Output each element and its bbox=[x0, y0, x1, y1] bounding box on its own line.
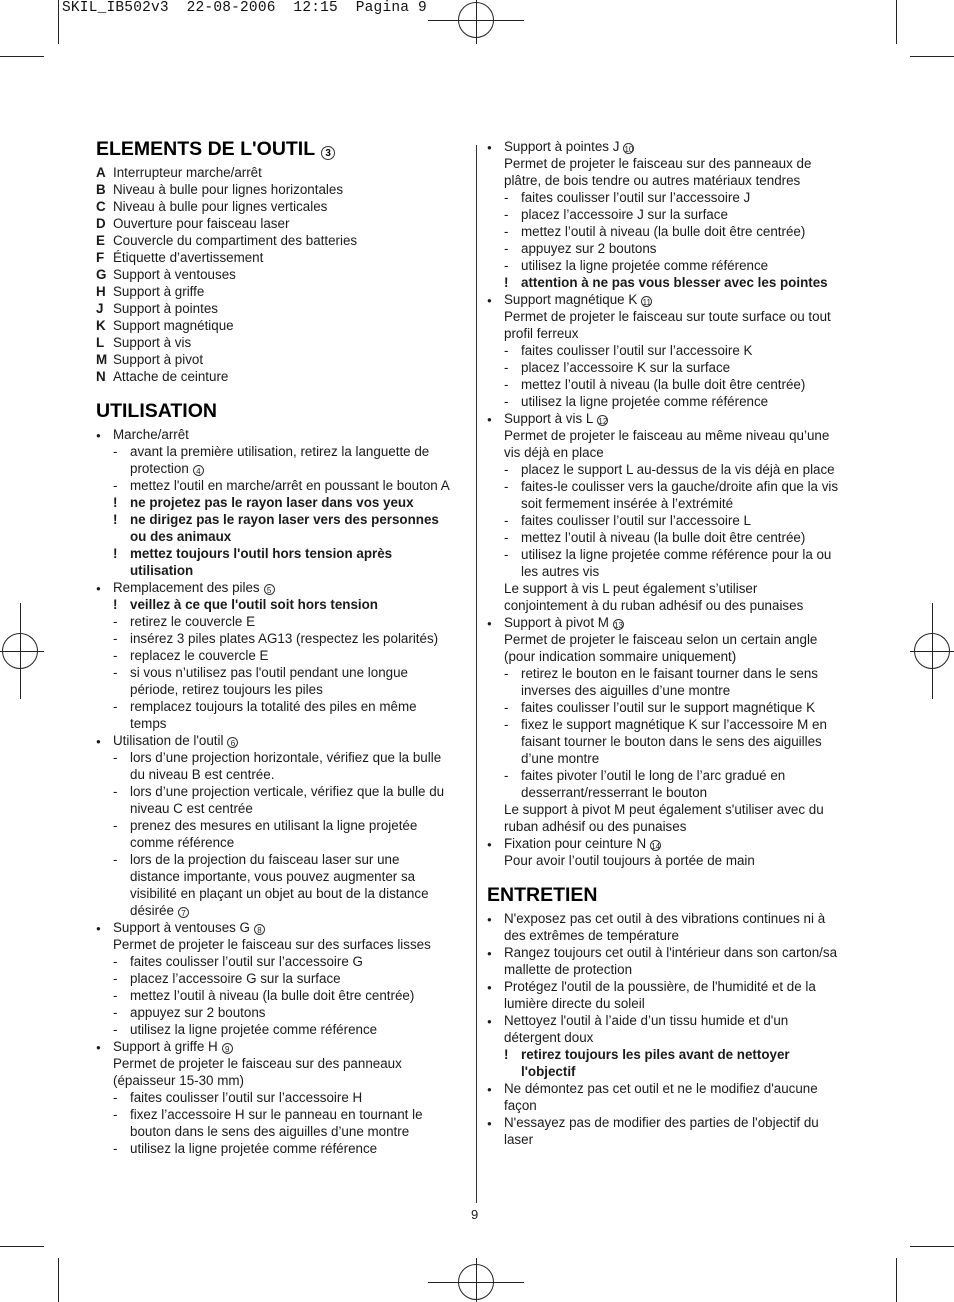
text-line: Permet de projeter le faisceau au même niveau qu’une bbox=[504, 428, 830, 443]
sub-item: - appuyez sur 2 boutons bbox=[96, 1004, 468, 1021]
sub-item: - lors d’une projection horizontale, vérifiez que la bulle bbox=[96, 749, 468, 766]
utilisation-heading: UTILISATION bbox=[96, 400, 217, 422]
text-line: Permet de projeter le faisceau sur des panneaux bbox=[113, 1056, 402, 1071]
sub-item: - mettez l’outil à niveau (la bulle doit être centrée) bbox=[487, 223, 859, 240]
supports-list bbox=[487, 138, 859, 869]
crop-mark bbox=[910, 1246, 954, 1247]
sub-item: - faites coulisser l’outil sur l’accessoire K bbox=[487, 342, 859, 359]
component-label: Interrupteur marche/arrêt bbox=[113, 165, 262, 180]
sub-item: - lors de la projection du faisceau laser sur une bbox=[96, 851, 468, 868]
warning-line: ! attention à ne pas vous blesser avec les pointes bbox=[487, 274, 859, 291]
component-key: M bbox=[96, 352, 108, 367]
bullet-item: ● Support à pointes J 10 bbox=[487, 138, 859, 155]
figure-ref: 12 bbox=[598, 417, 608, 426]
component-item bbox=[96, 198, 468, 215]
text-line: profil ferreux bbox=[504, 326, 579, 341]
component-key: N bbox=[96, 369, 106, 384]
sub-item: - mettez l’outil à niveau (la bulle doit être centrée) bbox=[487, 529, 859, 546]
component-item bbox=[96, 351, 468, 368]
component-key: A bbox=[96, 165, 106, 180]
right-column bbox=[487, 138, 859, 1148]
sub-item: faisant tourner le bouton dans le sens des aiguilles bbox=[521, 734, 822, 749]
bullet-item: ● Support magnétique K 11 bbox=[487, 291, 859, 308]
bullet-item: ● N'essayez pas de modifier des parties de l'objectif du bbox=[487, 1114, 859, 1131]
warning-line: l'objectif bbox=[521, 1064, 576, 1079]
page-number: 9 bbox=[471, 1207, 479, 1222]
sub-item: - faites coulisser l’outil sur l’accessoire L bbox=[487, 512, 859, 529]
warning-line: ou des animaux bbox=[130, 529, 232, 544]
sub-item: - placez le support L au-dessus de la vis déjà en place bbox=[487, 461, 859, 478]
sub-item: les autres vis bbox=[521, 564, 600, 579]
text-line: vis déjà en place bbox=[504, 445, 604, 460]
bullet-item: ● Utilisation de l'outil 6 bbox=[96, 732, 468, 749]
crop-mark bbox=[896, 0, 897, 44]
crop-mark bbox=[896, 1258, 897, 1302]
component-item bbox=[96, 317, 468, 334]
sub-item: - utilisez la ligne projetée comme référence pour la ou bbox=[487, 546, 859, 563]
sub-item: - utilisez la ligne projetée comme référence bbox=[487, 257, 859, 274]
figure-ref: 4 bbox=[193, 465, 204, 476]
sub-item: - faites coulisser l’outil sur le support magnétique K bbox=[487, 699, 859, 716]
component-item bbox=[96, 249, 468, 266]
text-line: détergent doux bbox=[504, 1030, 594, 1045]
sub-item: - mettez l’outil à niveau (la bulle doit être centrée) bbox=[487, 376, 859, 393]
component-key: C bbox=[96, 199, 106, 214]
sub-item: - fixez l’accessoire H sur le panneau en tournant le bbox=[96, 1106, 468, 1123]
sub-item: - faites coulisser l’outil sur l’accessoire H bbox=[96, 1089, 468, 1106]
sub-item: - mettez l’outil à niveau (la bulle doit être centrée) bbox=[96, 987, 468, 1004]
sub-item: - faites-le coulisser vers la gauche/droite afin que la vis bbox=[487, 478, 859, 495]
figure-ref: 3 bbox=[321, 146, 335, 160]
sub-item: desserrant/resserrant le bouton bbox=[521, 785, 708, 800]
component-label: Ouverture pour faisceau laser bbox=[113, 216, 290, 231]
sub-item: - faites pivoter l’outil le long de l’arc gradué en bbox=[487, 767, 859, 784]
text-line: des extrêmes de température bbox=[504, 928, 679, 943]
component-item bbox=[96, 181, 468, 198]
text-line: Permet de projeter le faisceau sur des panneaux de bbox=[504, 156, 812, 171]
bullet-item: ● Fixation pour ceinture N 14 bbox=[487, 835, 859, 852]
component-label: Attache de ceinture bbox=[113, 369, 229, 384]
component-label: Support à vis bbox=[113, 335, 192, 350]
text-line: plâtre, de bois tendre ou autres matériaux tendres bbox=[504, 173, 801, 188]
sub-item: - faites coulisser l’outil sur l’accessoire J bbox=[487, 189, 859, 206]
component-item bbox=[96, 215, 468, 232]
sub-item: - fixez le support magnétique K sur l’accessoire M en bbox=[487, 716, 859, 733]
sub-item: - lors d’une projection verticale, vérifiez que la bulle du bbox=[96, 783, 468, 800]
text-line: Le support à vis L peut également s’utiliser bbox=[504, 581, 758, 596]
sub-item: - si vous n’utilisez pas l'outil pendant une longue bbox=[96, 664, 468, 681]
crop-mark bbox=[58, 0, 59, 44]
sub-item: désirée 7 bbox=[96, 902, 468, 919]
figure-ref: 8 bbox=[254, 924, 265, 935]
component-label: Support à griffe bbox=[113, 284, 205, 299]
component-key: H bbox=[96, 284, 106, 299]
bullet-item: ● Protégez l'outil de la poussière, de l'humidité et de la bbox=[487, 978, 859, 995]
component-label: Support à ventouses bbox=[113, 267, 236, 282]
sub-item: - retirez le couvercle E bbox=[96, 613, 468, 630]
component-label: Support à pointes bbox=[113, 301, 218, 316]
warning-line: ! ne dirigez pas le rayon laser vers des personnes bbox=[96, 511, 468, 528]
sub-item: protection 4 bbox=[96, 460, 468, 477]
sub-item: - placez l’accessoire G sur la surface bbox=[96, 970, 468, 987]
bullet-item: ● Support à ventouses G 8 bbox=[96, 919, 468, 936]
crop-mark bbox=[0, 1246, 44, 1247]
column-divider bbox=[476, 145, 477, 1203]
sub-item: - utilisez la ligne projetée comme référence bbox=[96, 1140, 468, 1157]
crop-mark bbox=[910, 56, 954, 57]
sub-item: - faites coulisser l’outil sur l’accessoire G bbox=[96, 953, 468, 970]
component-key: J bbox=[96, 301, 104, 316]
figure-ref: 9 bbox=[222, 1043, 233, 1054]
component-item bbox=[96, 283, 468, 300]
bullet-item: ● Rangez toujours cet outil à l'intérieur dans son carton/sa bbox=[487, 944, 859, 961]
sub-item: visibilité en plaçant un objet au bout de la distance bbox=[130, 886, 429, 901]
sub-item: bouton dans le sens des aiguilles d’une montre bbox=[130, 1124, 410, 1139]
sub-item: inverses des aiguilles d’une montre bbox=[521, 683, 731, 698]
component-item bbox=[96, 164, 468, 181]
bullet-item: ● Ne démontez pas cet outil et ne le modifiez d'aucune bbox=[487, 1080, 859, 1097]
text-line: (pour indication sommaire uniquement) bbox=[504, 649, 737, 664]
left-column bbox=[96, 138, 468, 1157]
component-item bbox=[96, 334, 468, 351]
component-key: B bbox=[96, 182, 106, 197]
component-label: Niveau à bulle pour lignes verticales bbox=[113, 199, 328, 214]
sub-item: - insérez 3 piles plates AG13 (respectez les polarités) bbox=[96, 630, 468, 647]
component-item bbox=[96, 300, 468, 317]
warning-line: ! retirez toujours les piles avant de nettoyer bbox=[487, 1046, 859, 1063]
sub-item: - replacez le couvercle E bbox=[96, 647, 468, 664]
text-line: Pour avoir l’outil toujours à portée de main bbox=[504, 853, 755, 868]
figure-ref: 13 bbox=[614, 621, 623, 630]
entretien-heading: ENTRETIEN bbox=[487, 884, 598, 906]
sub-item: - placez l’accessoire J sur la surface bbox=[487, 206, 859, 223]
component-label: Niveau à bulle pour lignes horizontales bbox=[113, 182, 344, 197]
sub-item: - prenez des mesures en utilisant la ligne projetée bbox=[96, 817, 468, 834]
sub-item: niveau C est centrée bbox=[130, 801, 253, 816]
text-line: ruban adhésif ou des punaises bbox=[504, 819, 687, 834]
figure-ref: 6 bbox=[227, 737, 238, 748]
figure-ref: 5 bbox=[264, 584, 275, 595]
text-line: conjointement à du ruban adhésif ou des punaises bbox=[504, 598, 804, 613]
elements-heading: ELEMENTS DE L'OUTIL 3 bbox=[96, 138, 468, 160]
component-key: L bbox=[96, 335, 105, 350]
sub-item: période, retirez toujours les piles bbox=[130, 682, 323, 697]
components-list bbox=[96, 164, 468, 385]
bullet-item: ● Nettoyez l'outil à l’aide d’un tissu humide et d'un bbox=[487, 1012, 859, 1029]
component-key: G bbox=[96, 267, 107, 282]
bullet-item: ● Remplacement des piles 5 bbox=[96, 579, 468, 596]
figure-ref: 10 bbox=[624, 145, 634, 154]
component-label: Étiquette d’avertissement bbox=[113, 250, 264, 265]
text-line: laser bbox=[504, 1132, 534, 1147]
text-line: lumière directe du soleil bbox=[504, 996, 645, 1011]
bullet-item: ● Marche/arrêt bbox=[96, 426, 468, 443]
sub-item: - remplacez toujours la totalité des piles en même bbox=[96, 698, 468, 715]
bullet-item: ● N'exposez pas cet outil à des vibrations continues ni à bbox=[487, 910, 859, 927]
bullet-item: ● Support à pivot M 13 bbox=[487, 614, 859, 631]
figure-ref: 11 bbox=[642, 298, 651, 307]
component-label: Support magnétique bbox=[113, 318, 234, 333]
bullet-item: ● Support à vis L 12 bbox=[487, 410, 859, 427]
sub-item: - mettez l'outil en marche/arrêt en poussant le bouton A bbox=[96, 477, 468, 494]
component-item bbox=[96, 368, 468, 385]
component-item bbox=[96, 266, 468, 283]
text-line: façon bbox=[504, 1098, 537, 1113]
sub-item: d’une montre bbox=[521, 751, 600, 766]
component-label: Couvercle du compartiment des batteries bbox=[113, 233, 358, 248]
text-line: Le support à pivot M peut également s'utiliser avec du bbox=[504, 802, 824, 817]
print-header: SKIL_IB502v3 22-08-2006 12:15 Pagina 9 bbox=[62, 0, 427, 16]
text-line: Permet de projeter le faisceau sur toute surface ou tout bbox=[504, 309, 831, 324]
bullet-item: ● Support à griffe H 9 bbox=[96, 1038, 468, 1055]
sub-item: du niveau B est centrée. bbox=[130, 767, 275, 782]
warning-line: ! veillez à ce que l'outil soit hors tension bbox=[96, 596, 468, 613]
component-key: D bbox=[96, 216, 106, 231]
component-key: K bbox=[96, 318, 106, 333]
sub-item: comme référence bbox=[130, 835, 235, 850]
utilisation-list bbox=[96, 426, 468, 1157]
sub-item: - utilisez la ligne projetée comme référence bbox=[96, 1021, 468, 1038]
warning-line: ! ne projetez pas le rayon laser dans vos yeux bbox=[96, 494, 468, 511]
text-line: mallette de protection bbox=[504, 962, 633, 977]
crop-mark bbox=[58, 1258, 59, 1302]
text-line: Permet de projeter le faisceau selon un certain angle bbox=[504, 632, 818, 647]
sub-item: - utilisez la ligne projetée comme référence bbox=[487, 393, 859, 410]
figure-ref: 14 bbox=[651, 842, 661, 851]
warning-line: utilisation bbox=[130, 563, 194, 578]
text-line: (épaisseur 15-30 mm) bbox=[113, 1073, 244, 1088]
component-label: Support à pivot bbox=[113, 352, 204, 367]
sub-item: - appuyez sur 2 boutons bbox=[487, 240, 859, 257]
figure-ref: 7 bbox=[178, 907, 189, 918]
warning-line: ! mettez toujours l'outil hors tension après bbox=[96, 545, 468, 562]
sub-item: - placez l’accessoire K sur la surface bbox=[487, 359, 859, 376]
sub-item: temps bbox=[130, 716, 167, 731]
sub-item: - avant la première utilisation, retirez la languette de bbox=[96, 443, 468, 460]
text-line: Permet de projeter le faisceau sur des surfaces lisses bbox=[113, 937, 431, 952]
sub-item: distance importante, vous pouvez augmenter sa bbox=[130, 869, 416, 884]
component-key: F bbox=[96, 250, 105, 265]
sub-item: soit fermement insérée à l’extrémité bbox=[521, 496, 734, 511]
component-item bbox=[96, 232, 468, 249]
component-key: E bbox=[96, 233, 105, 248]
sub-item: - retirez le bouton en le faisant tourner dans le sens bbox=[487, 665, 859, 682]
entretien-list bbox=[487, 910, 859, 1148]
crop-mark bbox=[0, 56, 44, 57]
